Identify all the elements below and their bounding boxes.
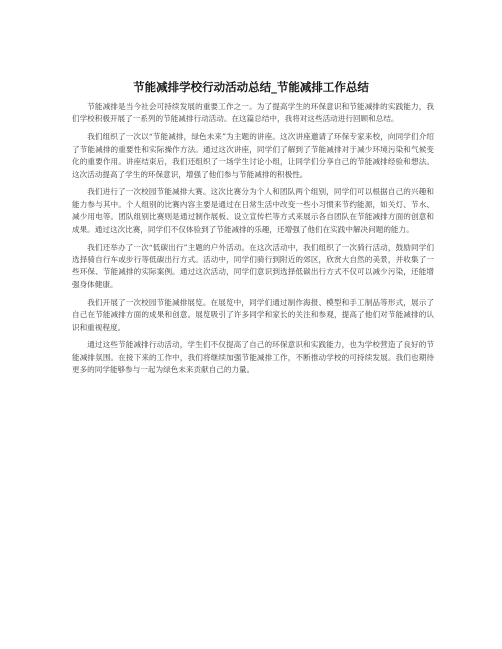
paragraph-competition: 我们进行了一次校园节能减排大赛。这次比赛分为个人和团队两个组别，同学们可以根据自己的兴趣和能力参与其中。个人组别的比赛内容主要是通过在日常生活中改变一些小习惯来节约能源，如关灯、节水、减少用电等。团队组别比赛则是通过制作展板、设立宣传栏等方式来展示各自团队在节能减排方面的创意和成果。通过这次比赛，同学们不仅体验到了节能减排的乐趣，还增强了他们在实践中解决问题的能力。 (72, 187, 434, 234)
paragraph-lecture: 我们组织了一次以“节能减排，绿色未来”为主题的讲座。这次讲座邀请了环保专家来校，向同学们介绍了节能减排的重要性和实际操作方法。通过这次讲座，同学们了解到了节能减排对于减少环境污染和气候变化的重要作用。讲座结束后，我们还组织了一场学生讨论小组，让同学们分享自己的节能减排经验和想法。这次活动提高了学生的环保意识，增强了他们参与节能减排的积极性。 (72, 132, 434, 179)
paragraph-exhibition: 我们开展了一次校园节能减排展览。在展览中，同学们通过制作海报、模型和手工制品等形式，展示了自己在节能减排方面的成果和创意。展览吸引了许多同学和家长的关注和参观，提高了他们对节能减排的认识和重视程度。 (72, 297, 434, 332)
paragraph-intro: 节能减排是当今社会可持续发展的重要工作之一。为了提高学生的环保意识和节能减排的实践能力，我们学校积极开展了一系列的节能减排行动活动。在这篇总结中，我将对这些活动进行回顾和总结。 (72, 102, 434, 124)
paragraph-conclusion: 通过这些节能减排行动活动，学生们不仅提高了自己的环保意识和实践能力，也为学校营造了良好的节能减排氛围。在接下来的工作中，我们将继续加强节能减排工作，不断推动学校的可持续发展。我们也期待更多的同学能够参与一起为绿色未来贡献自己的力量。 (72, 340, 434, 375)
document-title: 节能减排学校行动活动总结_节能减排工作总结 (133, 80, 369, 94)
document-body (72, 101, 434, 382)
paragraph-low-carbon-travel: 我们还举办了一次“低碳出行”主题的户外活动。在这次活动中，我们组织了一次骑行活动，鼓励同学们选择骑自行车或步行等低碳出行方式。活动中，同学们骑行到附近的郊区，欣赏大自然的美景，并收集了一些环保、节能减排的实际案例。通过这次活动，同学们意识到选择低碳出行方式不仅可以减少污染，还能增强身体健康。 (72, 242, 434, 289)
